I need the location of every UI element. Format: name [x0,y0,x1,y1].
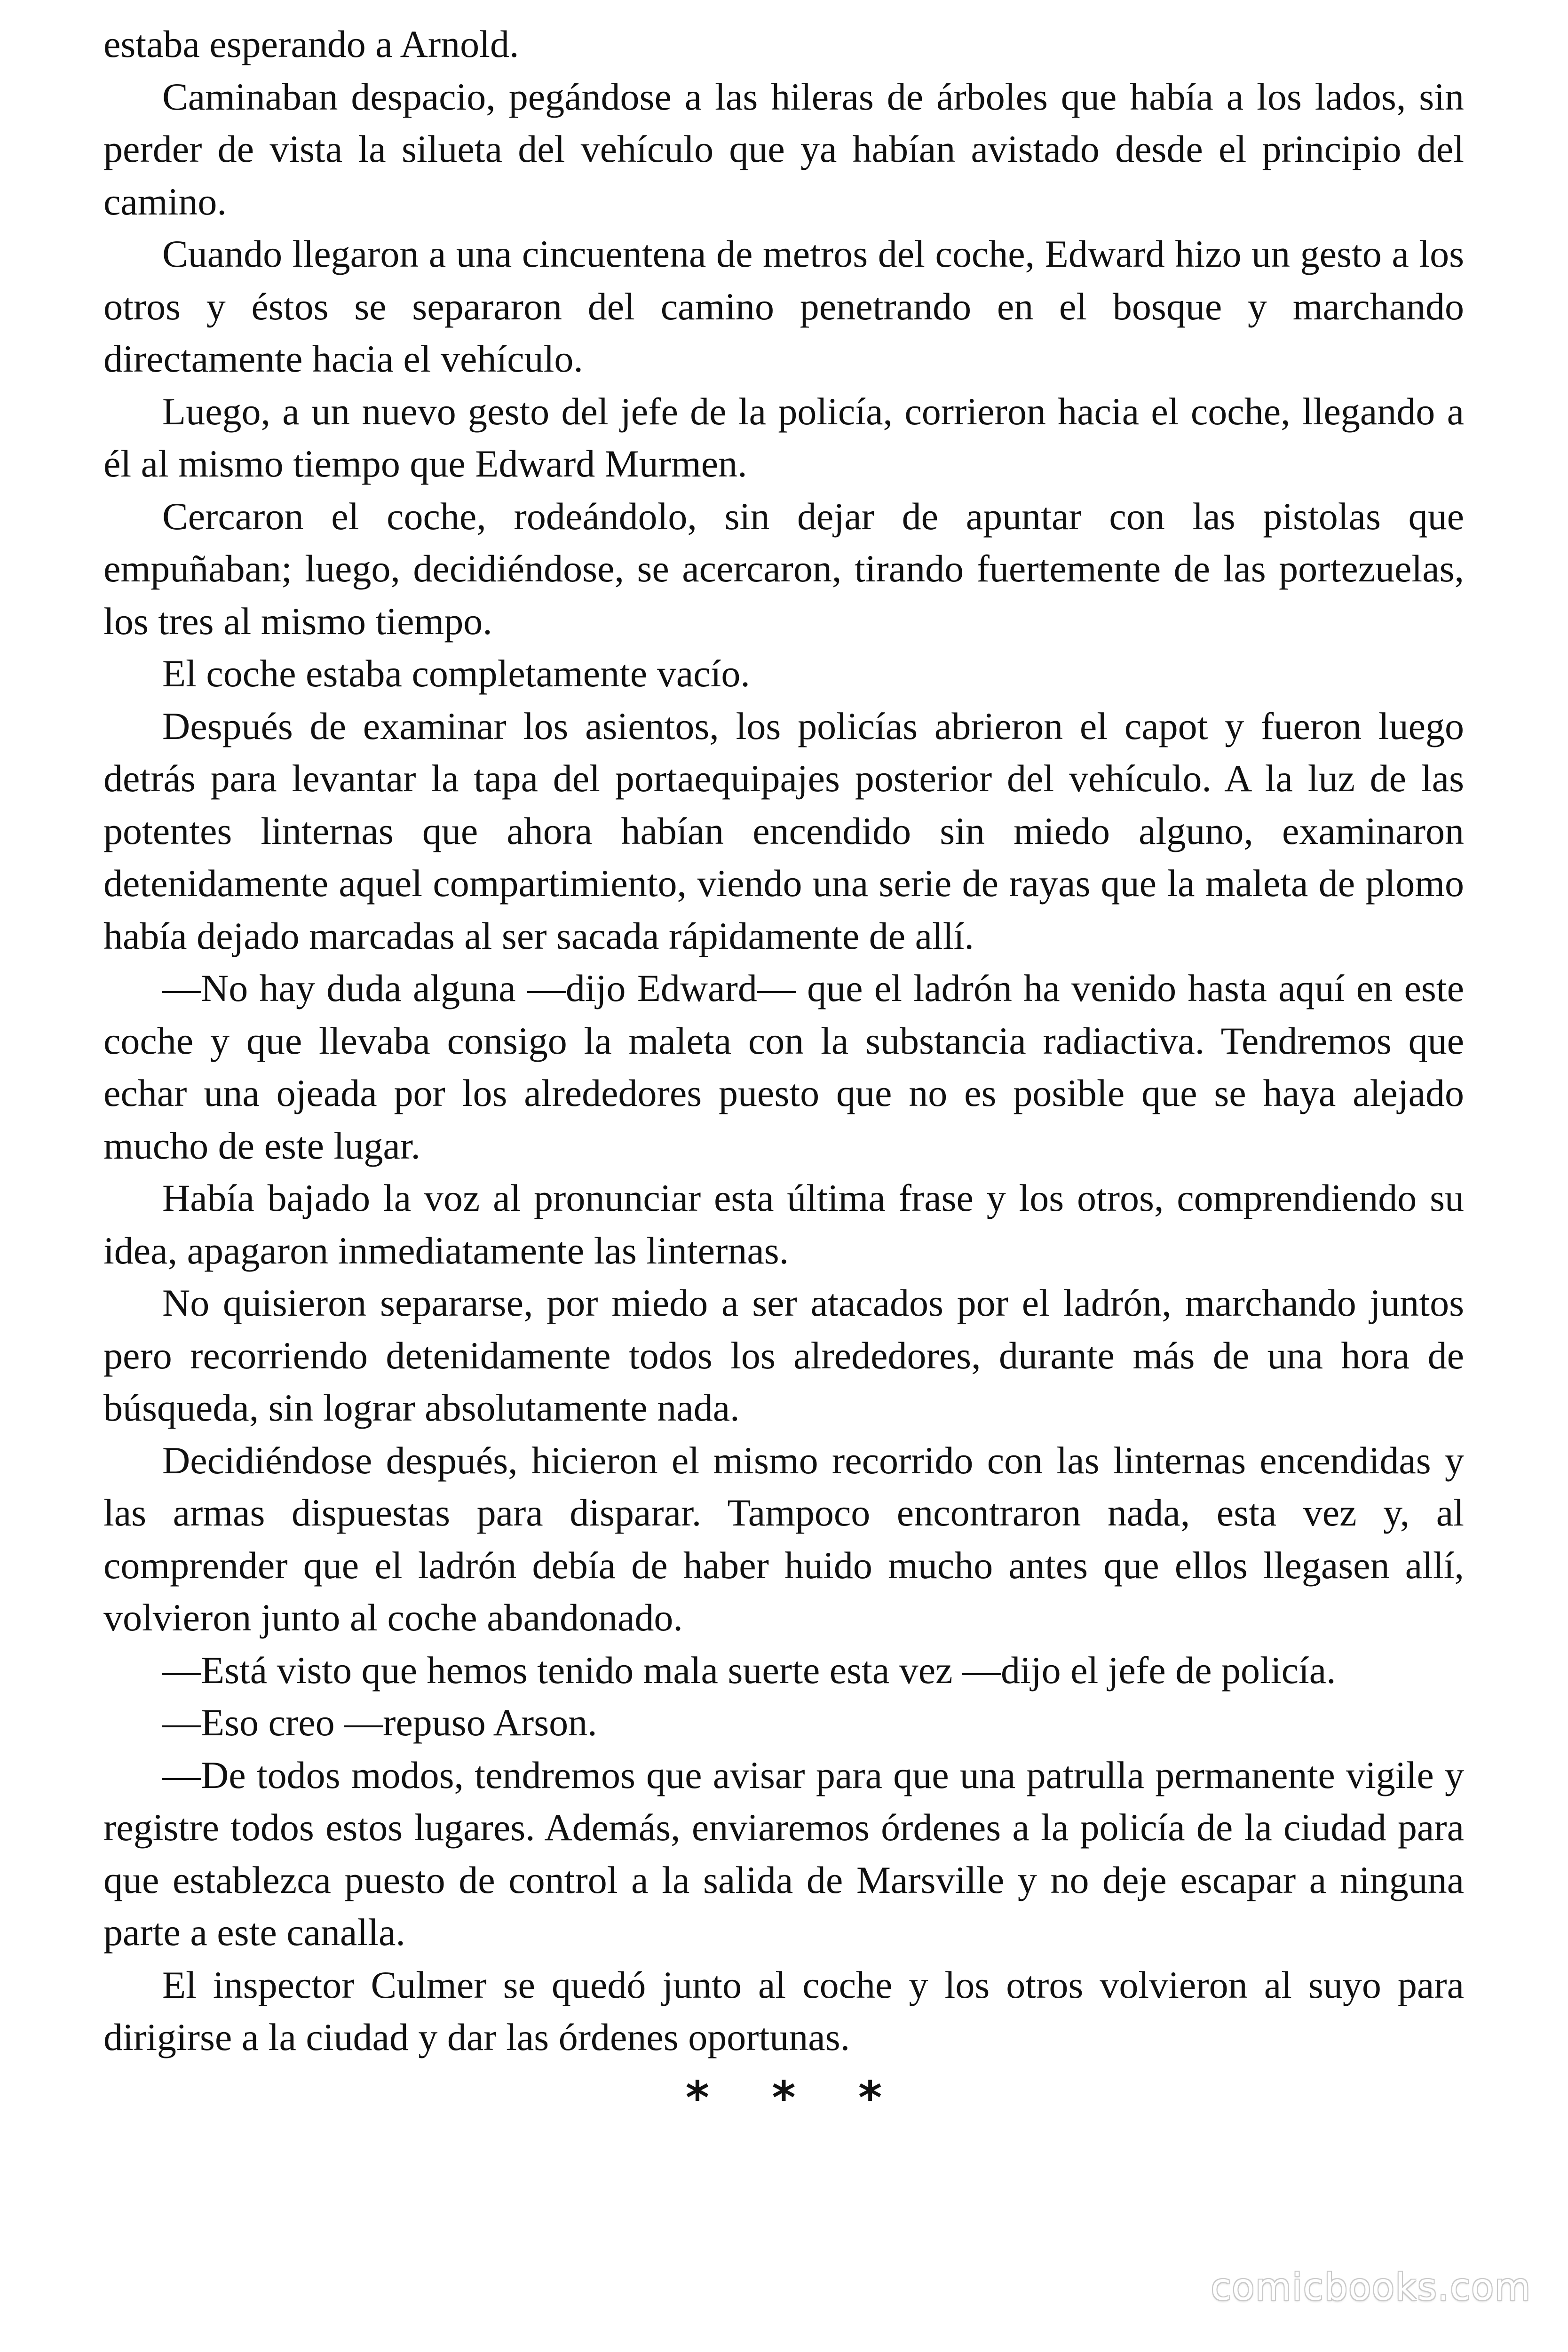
watermark-text: comicbooks.com [1211,2266,1531,2309]
section-separator: * * * [685,2071,882,2124]
paragraph-11: Decidiéndose después, hicieron el mismo recorrido con las linternas encendidas y las armas dispuestas para disparar. Tampoco encontraron nada, esta vez y, al comprender que el ladrón debía de haber huido mucho antes que ellos llegasen allí, volvieron junto al coche abandonado. [103,1438,1464,1639]
paragraph-3: Cuando llegaron a una cincuentena de metros del coche, Edward hizo un gesto a los otros y éstos se separaron del camino penetrando en el bosque y marchando directamente hacia el vehículo. [103,232,1464,380]
paragraph-8: —No hay duda alguna —dijo Edward— que el ladrón ha venido hasta aquí en este coche y que llevaba consigo la maleta con la substancia radiactiva. Tendremos que echar una ojeada por los alrededores puesto que no es posible que se haya alejado mucho de este lugar. [103,967,1464,1167]
paragraph-7: Después de examinar los asientos, los policías abrieron el capot y fueron luego detrás para levantar la tapa del portaequipajes posterior del vehículo. A la luz de las potentes linternas que ahora habían encendido sin miedo alguno, examinaron detenidamente aquel compartimiento, viendo una serie de rayas que la maleta de plomo había dejado marcadas al ser sacada rápidamente de allí. [103,704,1464,957]
paragraph-6: El coche estaba completamente vacío. [162,652,750,695]
paragraph-14: —De todos modos, tendremos que avisar para que una patrulla permanente vigile y registre todos estos lugares. Además, enviaremos órdenes a la policía de la ciudad para que establezca puesto de control a la salida de Marsville y no deje escapar a ninguna parte a este canalla. [103,1753,1464,1954]
book-page [103,18,1464,2124]
paragraph-12: —Está visto que hemos tenido mala suerte esta vez —dijo el jefe de policía. [162,1648,1336,1692]
paragraph-2: Caminaban despacio, pegándose a las hileras de árboles que había a los lados, sin perder de vista la silueta del vehículo que ya habían avistado desde el principio del camino. [103,75,1464,223]
paragraph-15: El inspector Culmer se quedó junto al coche y los otros volvieron al suyo para dirigirse a la ciudad y dar las órdenes oportunas. [103,1963,1464,2058]
paragraph-5: Cercaron el coche, rodeándolo, sin dejar de apuntar con las pistolas que empuñaban; luego, decidiéndose, se acercaron, tirando fuertemente de las portezuelas, los tres al mismo tiempo. [103,494,1464,643]
paragraph-9: Había bajado la voz al pronunciar esta última frase y los otros, comprendiendo su idea, apagaron inmediatamente las linternas. [103,1176,1464,1272]
paragraph-10: No quisieron separarse, por miedo a ser atacados por el ladrón, marchando juntos pero recorriendo detenidamente todos los alrededores, durante más de una hora de búsqueda, sin lograr absolutamente nada. [103,1281,1464,1429]
paragraph-13: —Eso creo —repuso Arson. [162,1701,597,1744]
paragraph-1: estaba esperando a Arnold. [103,23,519,65]
paragraph-4: Luego, a un nuevo gesto del jefe de la policía, corrieron hacia el coche, llegando a él al mismo tiempo que Edward Murmen. [103,389,1464,485]
